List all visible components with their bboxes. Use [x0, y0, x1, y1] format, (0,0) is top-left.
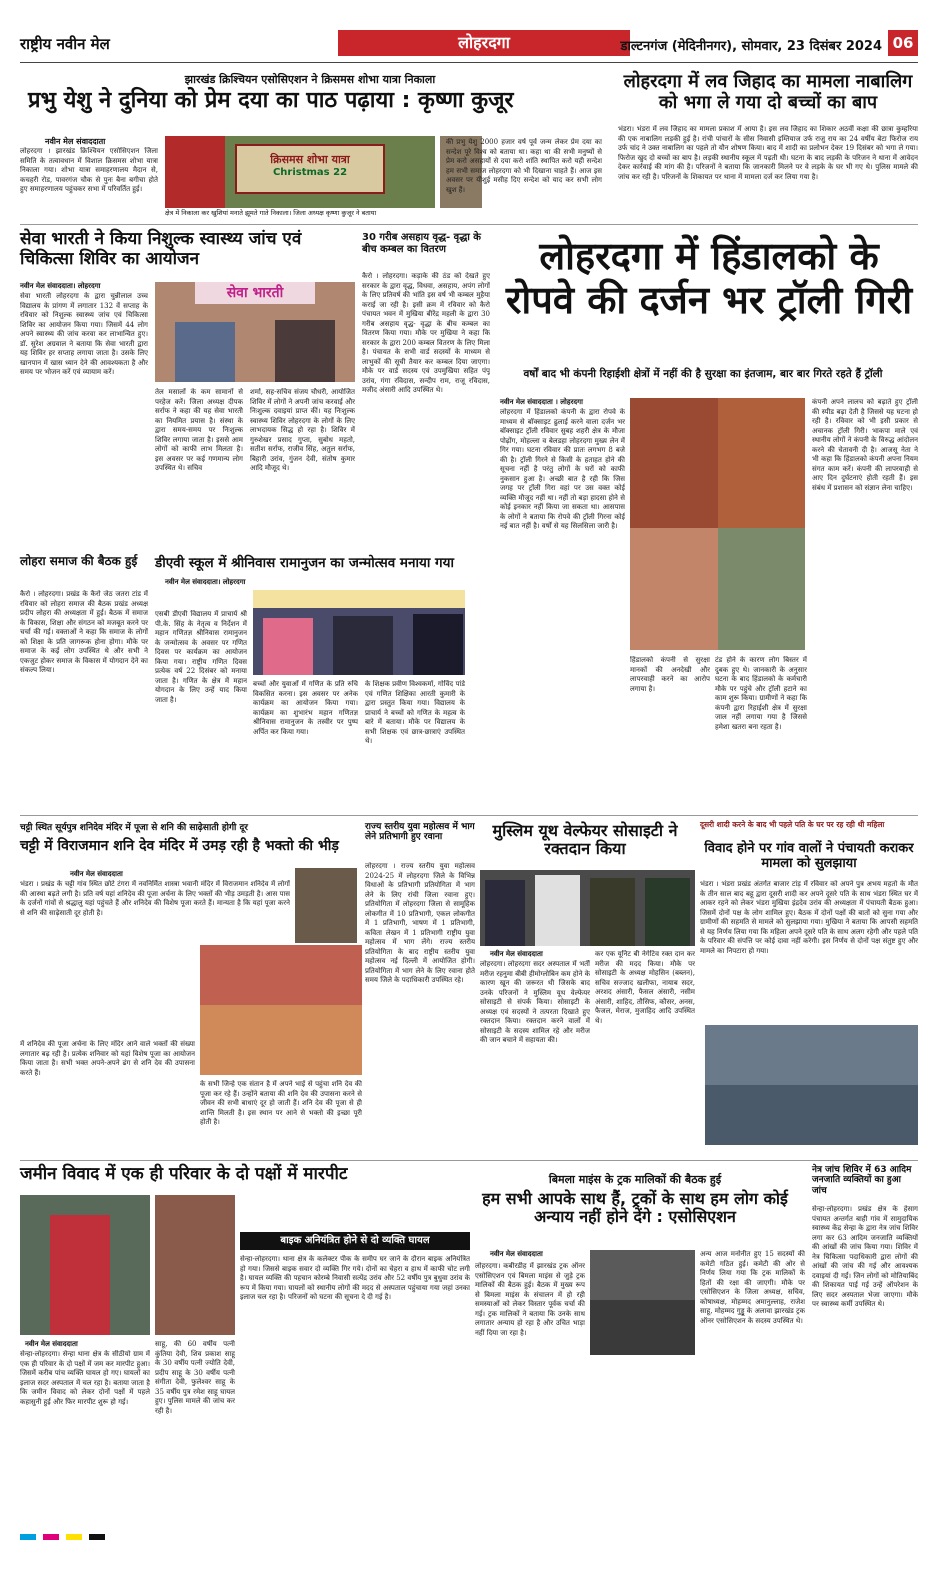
story10-photo — [480, 870, 695, 946]
story8-byline: नवीन मेल संवाददाता — [70, 870, 123, 878]
story11-photo — [705, 1025, 918, 1145]
story1-headline: प्रभु येशु ने दुनिया को प्रेम दया का पाठ पढ़ाया : कृष्णा कुजूर — [28, 88, 514, 113]
story8-body-a: भंडरा । प्रखंड के चट्टी गांव स्थित छोटे टंगरा में नवनिर्मित शास्त्रा भवानी मंदिर में विराजमान शनिदेव में लोगों की आस्था बढ़ते लगी है। प्रति वर्ष यहां शनिदेव की पूजा अर्चना के लिए भक्तों की भीड़ उमड़ती है। आस पास के दर्जनों गांवों से श्रद्धालु यहां पहुंचते हैं और शनिदेव की विशेष पूजा करते हैं। मान्यता है कि यहां पूजा करने से शनि की साढ़ेसाती दूर होती है। — [20, 880, 290, 917]
story3-body-a: सेवा भारती लोहरदगा के द्वारा चुन्नीलाल उच्च विद्यालय के प्रांगण में लगातार 132 वें सप्ताह के रविवार को निशुल्क स्वास्थ्य जांच एवं चिकित्सा शिविर का आयोजन किया गया। जिसमें 44 लोग अपने स्वास्थ्य की जांच करवा कर लाभान्वित हुए। डॉ. सुरेश अग्रवाल ने बताया कि सेवा भारती द्वारा यह शिविर हर सप्ताह लगाया जाता है। उसके लिए खानपान में खास ध्यान देने की आवश्यकता है और समय पर भोजन करें एवं व्यायाम करें। — [20, 292, 148, 376]
stage-banner — [253, 590, 465, 608]
story15-body: सेन्हा-लोहरदगा। प्रखंड क्षेत्र के हेसाग पंचायत अन्तर्गत बाही गांव में सामुदायिक स्वास्थ्य केंद्र सेन्हा के द्वारा नेत्र जांच शिविर लगा कर 63 आदिम जनजाति व्यक्तियों की आंखों की जांच किया गया। शिविर में नेत्र चिकित्सा पदाधिकारी द्वारा लोगों की आंखों की जांच की गई और आवश्यक दवाइयां दी गईं। जिन लोगों को मोतियाबिंद की शिकायत पाई गई उन्हें ऑपरेशन के लिए सदर अस्पताल भेजा जाएगा। मौके पर स्वास्थ्य कर्मी उपस्थित थे। — [812, 1205, 918, 1308]
story9-body: लोहरदगा । राज्य स्तरीय युवा महोत्सव 2024-25 में लोहरदगा जिले के विभिन्न विधाओं के प्रतिभागी प्रतियोगिता में भाग लेने के लिए रांची जिला रवाना हुए। प्रतियोगिता में लोहरदगा जिला से सामूहिक लोकगीत में 10 प्रतिभागी, एकल लोकगीत में 1 प्रतिभागी, भाषण में 1 प्रतिभागी, कविता लेखन में 1 प्रतिभागी राष्ट्रीय युवा महोत्सव में भाग लेंगे। राज्य स्तरीय प्रतियोगिता के बाद राष्ट्रीय स्तरीय युवा महोत्सव नई दिल्ली में आयोजित होगी। प्रतियोगिता में भाग लेने के लिए रवाना होते समय जिले के पदाधिकारी उपस्थित रहे। — [365, 862, 475, 984]
trolley-photo-4 — [718, 528, 805, 650]
person-figure-3 — [590, 878, 635, 946]
story12-headline: जमीन विवाद में एक ही परिवार के दो पक्षों में मारपीट — [20, 1164, 348, 1184]
crowd-figure — [590, 1300, 695, 1355]
story6-headline: लोहरा समाज की बैठक हुई — [20, 554, 138, 568]
story6-body: कैरो । लोहरदगा। प्रखंड के कैरो जेठ जतरा टांड में रविवार को लोहरा समाज की बैठक प्रखंड अध्यक्ष प्रदीप लोहरा की अध्यक्षता में हुई। बैठक में समाज के विकास, शिक्षा और संगठन को मजबूत करने पर चर्चा की गई। वक्ताओं ने कहा कि समाज के लोगों को शिक्षा के प्रति जागरूक होना होगा। मौके पर समाज के कई लोग उपस्थित थे और सभी ने एकजुट होकर समाज के विकास में योगदान देने का संकल्प लिया। — [20, 590, 148, 674]
story3-body-c: शर्मा, सह-सचिव संजय चौधरी, आयोजित शिविर में लोगों ने अपनी जांच करवाई और निःशुल्क दवाइयां प्राप्त कीं। यह निःशुल्क स्वास्थ्य शिविर लोहरदगा के लोगों के लिए लाभदायक सिद्ध हो रहा है। शिविर में गुरुशेखर प्रसाद गुप्ता, सुबोध महतो, सतीश सर्राफ, राजीव सिंह, अतुल सर्राफ, बिहारी उरांव, गुंजन देवी, संतोष कुमार आदि मौजूद थे। — [250, 388, 355, 472]
people-figure — [263, 618, 313, 675]
person-figure — [50, 1215, 110, 1335]
seva-bharati-banner: सेवा भारती — [195, 282, 315, 304]
story5-body-c: टंड होने के कारण लोग बिस्तर में दुबक हुए थे। जानकारी के अनुसार घटना के बाद हिंडालको के कर्मचारी मौके पर पहुंचे और ट्रॉली हटाने का काम शुरू किया। ग्रामीणों ने कहा कि कंपनी द्वारा रिहाईशी क्षेत्र में सुरक्षा जाल नहीं लगाया गया है जिससे हमेशा खतरा बना रहता है। — [715, 656, 807, 731]
story7-photo — [253, 590, 465, 675]
story1-photo — [165, 136, 435, 208]
story5-photo-caption: हिंडालको कंपनी से सुरक्षा मानकों की अनदेखी और लापरवाही करने का आरोप लगाया है। — [630, 656, 710, 693]
story8-kicker: चट्टी स्थित सूर्यपुत्र शनिदेव मंदिर में पूजा से शनि की साढ़ेसाती होगी दूर — [20, 823, 248, 833]
story8-body-b: में शनिदेव की पूजा अर्चना के लिए मंदिर आने वाले भक्तों की संख्या लगातार बढ़ रही है। प्रत्येक शनिवार को यहां विशेष पूजा का आयोजन किया जाता है। सभी भक्त अपने-अपने ढंग से शनि देव की उपासना करते हैं। — [20, 1040, 195, 1077]
person-figure — [485, 880, 525, 946]
story5-photo-trolley — [630, 398, 805, 650]
banner-sub: Christmas 22 — [272, 167, 348, 178]
story3-headline: सेवा भारती ने किया निशुल्क स्वास्थ्य जांच एवं चिकित्सा शिविर का आयोजन — [20, 229, 302, 269]
story12-body-b: साहू, की 60 वर्षीय पत्नी कुंतिया देवी, शिव प्रकाश साहू के 30 वर्षीय पत्नी ज्योति देवी, प्रदीप साहू के 30 वर्षीय पत्नी संगीता देवी, फुलेश्वर साहू के 35 वर्षीय पुत्र रमेश साहू घायल हुए। पुलिस मामले की जांच कर रही है। — [155, 1340, 235, 1415]
header-rule — [20, 62, 918, 63]
santa-figure — [165, 136, 225, 208]
story13-body: सेन्हा-लोहरदगा। थाना क्षेत्र के कलेक्टर पीक के समीप घर जाने के दौरान बाइक अनियंत्रित हो गया। जिससे बाइक सवार दो व्यक्ति गिर गये। दोनों का चेहरा व हाथ में काफी चोट लगी है। घायल व्यक्ति की पहचान कोरम्बे निवासी सत्येंद्र उरांव और 52 वर्षीय पुत्र बुधुवा उरांव के रूप में किया गया। घायलों को स्थानीय लोगों की मदद से अस्पताल पहुंचाया गया जहां उनका इलाज चल रहा है। परिजनों को घटना की सूचना दे दी गई है। — [240, 1255, 470, 1301]
yellow-swatch — [66, 1534, 82, 1540]
story11-headline: विवाद होने पर गांव वालों ने पंचायती कराकर मामला को सुलझाया — [704, 841, 914, 871]
story12-photo — [20, 1195, 150, 1335]
story7-body-c: के शिक्षक प्रवीण विश्वकर्मा, गोविंद पांडे एवं गणित शिक्षिका आरती कुमारी के द्वारा प्रस्तुत किया गया। विद्यालय के प्राचार्य ने बच्चों को गणित के महत्व के बारे में बताया। मौके पर विद्यालय के सभी शिक्षक एवं छात्र-छात्राएं उपस्थित थे। — [365, 680, 465, 745]
people-figure — [175, 322, 235, 382]
story10-headline: मुस्लिम यूथ वेल्फेयर सोसाइटी ने रक्तदान किया — [492, 821, 678, 859]
page-number: 06 — [888, 30, 918, 56]
trolley-photo-2 — [718, 398, 805, 528]
story8-photo-deity — [295, 868, 357, 943]
story8-photo-crowd — [200, 945, 362, 1075]
story1-byline: नवीन मेल संवाददाता — [45, 137, 106, 146]
story4-body: कैरो । लोहरदगा। कड़ाके की ठंड को देखते हुए सरकार के द्वारा वृद्ध, विधवा, असहाय, अपंग लोगों के लिए प्रतिवर्ष की भांति इस वर्ष भी कम्बल मुहैया कराई जा रही है। इसी क्रम में रविवार को कैरो पंचायत भवन में मुखिया बीरेंद्र महली के द्वारा 30 गरीब असहाय वृद्ध- वृद्धा के बीच कम्बल का वितरण किया गया। मौके पर मुखिया ने कहा कि सरकार के द्वारा 200 कम्बल वितरण के लिए मिला है। पंचायत के सभी वार्ड सदस्यों के माध्यम से लाभुकों की सूची तैयार कर कम्बल दिया जाएगा। मौके पर वार्ड सदस्य एवं उपमुखिया सहित पंपू उरांव, गंगा रविदास, सन्दीप राम, राजू रविदास, मजीद अंसारी आदि उपस्थित थे। — [362, 272, 490, 394]
person-figure-4 — [645, 878, 690, 946]
crowd-figure — [705, 1085, 918, 1145]
story2-body: भंडरा। भंडरा में लव जिहाद का मामला प्रकाश में आया है। इस लव जिहाद का शिकार अठवीं कक्षा की छात्रा कुम्हरिया की एक नाबालिग लड़की हुई है। रांची पांचारों के सीस निवासी इम्तियाज उर्फ राजु राय का 24 वर्षीय बेटा फिरोज राय उर्फ चांद ने उक्त नाबालिग का पहले तो यौन शोषण किया। बाद में शादी का प्रलोभन देकर 19 दिसंबर को भगा ले गया। फिरोज खुद दो बच्चों का बाप है। लड़की स्थानीय स्कूल में पढ़ती थी। घटना के बाद लड़की के परिजन ने थाना में आवेदन देकर कार्रवाई की मांग की है। परिजनों ने बताया कि जानकारी मिलने पर वे लड़के के घर भी गए थे। पुलिस मामले की जांच कर रही है। परिजनों के शिकायत पर थाना में मामला दर्ज कर लिया गया है। — [618, 125, 918, 181]
story5-byline: नवीन मेल संवाददाता । लोहरदगा — [500, 398, 583, 406]
trolley-photo-3 — [630, 528, 718, 650]
story1-body-b: की प्रभु येशु 2000 हजार वर्ष पूर्व जन्म लेकर प्रेम दया का सन्देश पूरे विश्व को बताया था। कहा था की सभी मनुष्यों से प्रेम करो असहायों से दया करो शांति स्थापित करो यही सन्देश हम सभी समाज लोहरदगा को भी दिखाना चाहते हैं। आज इस अवसर पर यीशुई मसीह दिए सन्देश को याद कर सभी लोग खुश हैं। — [446, 138, 602, 194]
cyan-swatch — [20, 1534, 36, 1540]
divider — [20, 224, 918, 225]
person-figure-2 — [535, 875, 580, 946]
story12-photo-2 — [155, 1195, 235, 1335]
story5-body-b — [630, 656, 631, 657]
story10-body-a: लोहरदगा। लोहरदगा सदर अस्पताल में भर्ती मरीज रहनुमा बीबी हीमोग्लोबिन कम होने के कारण खून की जरूरत थी जिसके बाद उनके परिजनों ने मुस्लिम यूथ वेल्फेयर सोसाइटी से संपर्क किया। सोसाइटी के अध्यक्ष एवं सदस्यों ने तत्परता दिखाते हुए रक्तदान किया। रक्तदान करने वालों में सोसाइटी के सदस्य शामिल रहे और मरीज की जान बचाने में सहायता की। — [480, 960, 590, 1044]
story7-body-a: एसबी डीएवी विद्यालय में प्राचार्य श्री पी.के. सिंह के नेतृत्व व निर्देशन में महान गणितज्ञ श्रीनिवास रामानुजन के जन्मोत्सव के अवसर पर गणित दिवस पर कार्यक्रम का आयोजन किया गया। राष्ट्रीय गणित दिवस प्रत्येक वर्ष 22 दिसंबर को मनाया जाता है। गणित के क्षेत्र में महान योगदान के लिए उन्हें याद किया जाता है। — [155, 610, 247, 704]
story8-body-c: के सभी जिन्हे एक संतान है में अपने भाई से पहुंचा शनि देव की पूजा कर रहे हैं। उन्होंने बताया की शनि देव की उपासना करने से जीवन की सभी बाधाएं दूर हो जाती हैं। शनि देव की पूजा से ही शान्ति मिलती है। इस स्थान पर आने से भक्तो की इच्छा पूरी होती है। — [200, 1080, 362, 1126]
story14-byline: नवीन मेल संवाददाता — [490, 1250, 543, 1258]
story14-photo — [590, 1250, 695, 1355]
masthead: राष्ट्रीय नवीन मेल — [20, 35, 110, 53]
story11-kicker: दूसरी शादी करने के बाद भी पहले पति के घर पर रह रही थी महिला — [700, 820, 885, 829]
story5-body-a: लोहरदगा में हिंडालको कंपनी के द्वारा रोपवे के माध्यम से बॉक्साइट ढुलाई करने वाला दर्जन भर बॉक्साइट ट्रॉली रविवार सुबह शहरी क्षेत्र के मौजा पोढ़ोंग, मोहल्ला व बेलडहा लोहरदगा मुख्य लेन में गिर गया। घटना रविवार की प्रातः लगभग 8 बजे की है। ट्रॉली गिरने से किसी के हताहत होने की सूचना नहीं है परंतु लोगों के घरों को काफी नुकसान हुआ है। अच्छी बात है रही कि जिस जगह पर ट्रॉली गिरा वहां पर उस वक्त कोई व्यक्ति मौजूद नहीं था। नहीं तो बड़ा हादसा होने से कोई इनकार नहीं किया जा सकता था। आसपास के लोगों ने बताया कि रोपवे की ट्रॉली गिरना कोई नई बात नहीं है। वर्षों से यह सिलसिला जारी है। — [500, 408, 625, 530]
page-header — [20, 30, 918, 64]
story12-body-a: सेन्हा-लोहरदगा। सेन्हा थाना क्षेत्र के सीठीयो ग्राम में एक ही परिवार के दो पक्षों में जम कर मारपीट हुआ। जिसमें करीब पांच व्यक्ति घायल हो गए। घायलों का इलाज सदर अस्पताल में चल रहा है। बताया जाता है कि जमीन विवाद को लेकर दोनों पक्षों में पहले कहासुनी हुई और फिर मारपीट शुरू हो गई। — [20, 1350, 150, 1406]
story14-kicker: बिमला माइंस के ट्रक मालिकों की बैठक हुई — [548, 1173, 722, 1186]
print-color-bar — [20, 1525, 918, 1533]
story1-caption: क्षेत्र में निकाला कर खुशियां मनाते झूमते गाते निकाला। जिला अध्यक्ष कृष्णा कुजूर ने बताया — [165, 209, 377, 217]
christmas-banner — [235, 144, 385, 194]
story1-body-a: लोहरदगा । झारखंड क्रिश्चियन एसोसिएशन जिला समिति के तत्वावधान में विशाल क्रिसमस शोभा यात्रा निकाला गया। शोभा यात्रा समाहरणालय मैदान से, कचहरी रोड, पावरगंज चौक से पुनः बैना बगीचा होते हुए समाहरणालय पहुंचकर सभा में परिवर्तित हुई। — [20, 147, 158, 193]
story13-headline: बाइक अनियंत्रित होने से दो व्यक्ति घायल — [240, 1232, 470, 1250]
story7-body-b: बच्चों और युवाओं में गणित के प्रति रुचि विकसित करना। इस अवसर पर अनेक कार्यक्रम का आयोजन किया गया। कार्यक्रम का शुभारंभ महान गणितज्ञ श्रीनिवास रामानुजन के तस्वीर पर पुष्प अर्पित कर किया गया। — [253, 680, 358, 736]
story9-headline: राज्य स्तरीय युवा महोत्सव में भाग लेने प्रतिभागी हुए रवाना — [365, 822, 475, 843]
story2-headline: लोहरदगा में लव जिहाद का मामला नाबालिग को भगा ले गया दो बच्चों का बाप — [623, 71, 913, 113]
magenta-swatch — [43, 1534, 59, 1540]
story7-headline: डीएवी स्कूल में श्रीनिवास रामानुजन का जन्मोत्सव मनाया गया — [155, 555, 454, 571]
story10-byline: नवीन मेल संवाददाता — [490, 950, 543, 958]
black-swatch — [89, 1534, 105, 1540]
story4-headline: 30 गरीब असहाय वृद्ध- वृद्धा के बीच कम्बल का वितरण — [362, 232, 481, 255]
story14-body-b: अन्य आज मनोनीत हुए 15 सदस्यों की कमेटी गठित हुई। कमेटी की ओर से निर्णय लिया गया कि ट्रक मालिकों के हितों की रक्षा की जाएगी। मौके पर एसोसिएशन के जिला अध्यक्ष, सचिव, कोषाध्यक्ष, मोहम्मद अमानुल्लाह, राजेश साहू, मोहम्मद गुड्डू के अलावा झारखंड ट्रक ऑनर एसोसिएशन के सदस्य उपस्थित थे। — [700, 1250, 805, 1325]
section-title: लोहरदगा — [338, 30, 630, 56]
story8-headline: चट्टी में विराजमान शनि देव मंदिर में उमड़ रही है भक्तो की भीड़ — [20, 838, 339, 854]
story15-headline: नेत्र जांच शिविर में 63 आदिम जनजाति व्यक्तियों का हुआ जांच — [812, 1165, 912, 1196]
people-figure-3 — [413, 614, 463, 675]
story3-byline: नवीन मेल संवाददाता। लोहरदगा — [20, 282, 101, 290]
story14-body-a: लोहरदगा। कबीरडीह में झारखंड ट्रक ऑनर एसोसिएशन एवं बिमला माइंस से जुड़े ट्रक मालिकों की बैठक हुई। बैठक में मुख्य रूप से बिमला माइंस के संचालन में हो रही समस्याओं को लेकर विस्तार पूर्वक चर्चा की गई। ट्रक मालिकों ने बताया कि उनके साथ लगातार अन्याय हो रहा है और उचित भाड़ा नहीं दिया जा रहा है। — [475, 1262, 585, 1337]
crowd-figure — [200, 1005, 362, 1075]
story14-headline: हम सभी आपके साथ हैं, ट्रकों के साथ हम लोग कोई अन्याय नहीं होने देंगे : एसोसिएशन — [482, 1189, 788, 1227]
banner-title: क्रिसमस शोभा यात्रा — [270, 153, 350, 166]
trolley-photo-1 — [630, 398, 718, 528]
story5-body-d: कंपनी अपने लालच को बढ़ाते हुए ट्रॉली की स्पीड बढ़ा देती है जिससे यह घटना हो रही है। रविवार को भी इसी प्रकार से अचानक ट्रॉली गिरी। भाकपा माले एवं स्थानीय लोगों ने कंपनी के विरुद्ध आंदोलन करने की चेतावनी दी है। आजसू नेता ने भी कहा कि हिंडालको कंपनी अपना नियम संगत काम करें। कंपनी की लापरवाही से आए दिन दुर्घटनाएं होती रहती हैं। इस संबंध में प्रशासन को संज्ञान लेना चाहिए। — [812, 398, 918, 492]
divider — [20, 815, 918, 816]
story11-body: भंडरा । भंडरा प्रखंड अंतर्गत बाजार टांड़ में रविवार को अपने पुत्र अभय महतो के मौत के तीन साल बाद बहू द्वारा दूसरी शादी कर अपने दूसरे पति के साथ भंडरा स्थित घर में आकर रहने को लेकर भंडरा मुखिया इंद्रदेव उरांव की अध्यक्षता में पंचायती बैठक हुआ। जिसमें दोनों पक्ष के लोग शामिल हुए। बैठक में दोनों पक्षों की बातों को सुना गया और ग्रामीणों की सहमति से मामले को सुलझाया गया। मुखिया ने बताया कि आपसी सहमति से यह निर्णय लिया गया कि महिला अपने दूसरे पति के साथ अलग रहेगी और पहले पति के परिवार की संपत्ति पर कोई दावा नहीं करेगी। इस निर्णय से दोनों पक्ष संतुष्ट हुए और मामले का निपटारा हो गया। — [700, 880, 918, 955]
story5-subhead: वर्षों बाद भी कंपनी रिहाईशी क्षेत्रों में नहीं की है सुरक्षा का इंतजाम, बार बार गिरते रहते हैं ट्रॉली — [523, 368, 883, 380]
people-figure-2 — [275, 320, 335, 382]
divider — [20, 1160, 918, 1161]
story3-body-b: तेल मसालों के कम सामानों से परहेज करें। जिला अध्यक्ष दीपक सर्राफ ने कहा की यह सेवा भारती का नियमित प्रयास है। संस्था के द्वारा समय-समय पर निःशुल्क शिविर लगाया जाता है। इससे आम लोगों को काफी लाभ मिलता है। इस अवसर पर कई गणमान्य लोग उपस्थित थे। सचिव — [155, 388, 243, 472]
dateline: डाल्टनगंज (मेदिनीनगर), सोमवार, 23 दिसंबर 2024 — [620, 39, 882, 54]
story5-headline: लोहरदगा में हिंडालको के रोपवे की दर्जन भर ट्रॉली गिरी — [505, 234, 913, 322]
story7-byline: नवीन मेल संवाददाता। लोहरदगा — [165, 578, 246, 586]
story3-photo — [155, 282, 355, 382]
story12-byline: नवीन मेल संवाददाता — [25, 1340, 78, 1348]
story10-body-b: कर एक यूनिट बी नेगेटिव रक्त दान कर मरीज की मदद किया। मौके पर सोसाइटी के अध्यक्ष मोहसिन (बब्लन), सचिव सज्जाद खलीफा, नायाब सदर, अरशद अंसारी, फैसल अंसारी, नसीम अंसारी, शाहिद, तौसिफ, कौसर, अनस, फैजल, मेराज, मुजाहिद आदि उपस्थित थे। — [595, 950, 695, 1025]
story1-kicker: झारखंड क्रिश्चियन एसोसिएशन ने क्रिसमस शोभा यात्रा निकाला — [184, 73, 436, 86]
people-figure-2 — [333, 616, 393, 675]
